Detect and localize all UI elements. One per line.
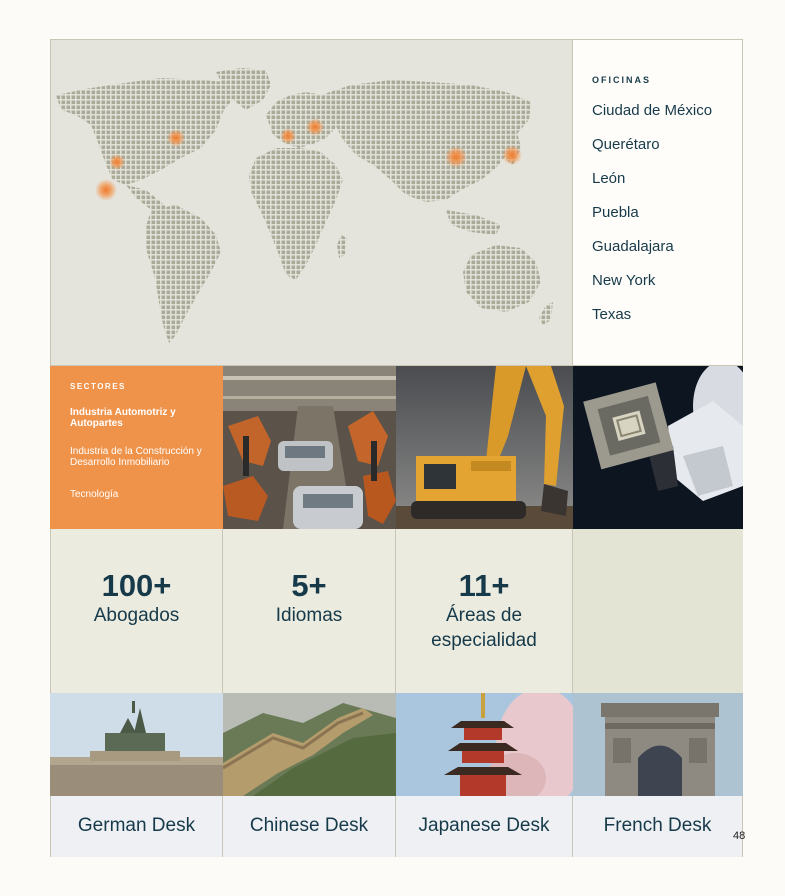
world-map: [50, 39, 573, 366]
page-number: 48: [733, 830, 746, 842]
stat-number: 5+: [291, 568, 327, 603]
desk-japanese-label: Japanese Desk: [396, 796, 573, 857]
office-item: Puebla: [592, 204, 639, 221]
offices-panel: [573, 39, 743, 366]
offices-title: OFICINAS: [592, 75, 652, 85]
stat-label: Idiomas: [275, 605, 343, 626]
stat-number: 100+: [101, 568, 172, 603]
stat-lawyers: [50, 529, 223, 693]
stat-label: Abogados: [93, 605, 180, 626]
desk-french-label: French Desk: [573, 796, 743, 857]
stat-empty-cell: [573, 529, 743, 693]
automotive-factory-image: [223, 366, 396, 529]
great-wall-image: [223, 693, 396, 796]
office-item: León: [592, 170, 626, 187]
sector-item: Tecnología: [70, 489, 119, 500]
robot-chip-image: [573, 366, 743, 529]
stat-languages: [223, 529, 396, 693]
office-item: Texas: [592, 306, 632, 323]
brandenburg-gate-image: [50, 693, 223, 796]
japanese-pagoda-image: [396, 693, 573, 796]
office-item: New York: [592, 272, 656, 289]
sectors-panel: [50, 366, 223, 529]
office-item: Guadalajara: [592, 238, 674, 255]
desk-chinese-label: Chinese Desk: [223, 796, 396, 857]
office-item: Ciudad de México: [592, 102, 713, 119]
sectors-title: SECTORES: [70, 382, 126, 391]
stat-number: 11+: [458, 568, 510, 603]
sector-item: Industria de la Construcción y Desarrollo Inmobiliario: [70, 446, 202, 468]
office-item: Querétaro: [592, 136, 660, 153]
stat-label: Áreas de especialidad: [431, 605, 537, 651]
desk-german-label: German Desk: [50, 796, 223, 857]
arc-de-triomphe-image: [573, 693, 743, 796]
stat-practice-areas: [396, 529, 573, 693]
sector-item: Industria Automotriz y Autopartes: [70, 407, 176, 429]
excavator-image: [396, 366, 573, 529]
